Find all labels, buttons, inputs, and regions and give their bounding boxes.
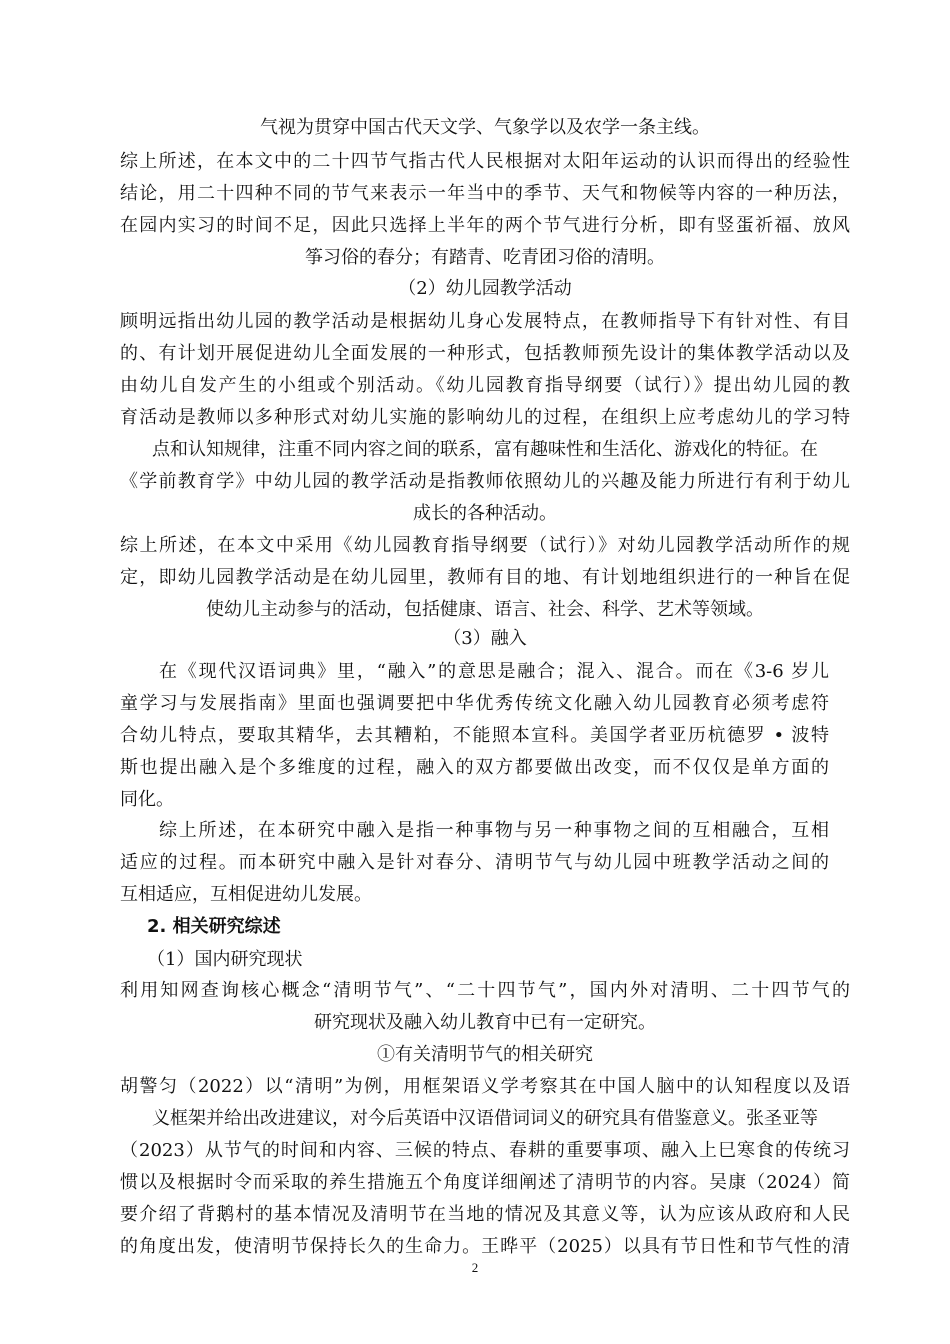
paragraph-line: 《学前教育学》中幼儿园的教学活动是指教师依照幼儿的兴趣及能力所进行有利于幼儿 [120,471,850,492]
subsection-heading: （3）融入 [443,628,527,649]
paragraph-line: 综上所述，在本文中采用《幼儿园教育指导纲要（试行）》对幼儿园教学活动所作的规 [120,535,850,556]
paragraph-line: 要介绍了背鹅村的基本情况及清明节在当地的情况及其意义等，认为应该从政府和人民 [120,1204,850,1225]
paragraph-line: 互相适应，互相促进幼儿发展。 [120,884,372,905]
paragraph-line: 点和认知规律，注重不同内容之间的联系，富有趣味性和生活化、游戏化的特征。在 [152,439,818,460]
paragraph-line: 童学习与发展指南》里面也强调要把中华优秀传统文化融入幼儿园教育必须考虑符 [120,693,829,714]
paragraph-line: 在《现代汉语词典》里，“融入”的意思是融合；混入、混合。而在《3-6 岁儿 [159,661,829,682]
paragraph-line: 综上所述，在本研究中融入是指一种事物与另一种事物之间的互相融合，互相 [159,820,829,841]
paragraph-line: 结论，用二十四种不同的节气来表示一年当中的季节、天气和物候等内容的一种历法， [120,183,850,204]
paragraph-line: 气视为贯穿中国古代天文学、气象学以及农学一条主线。 [260,117,710,138]
paragraph-line: 顾明远指出幼儿园的教学活动是根据幼儿身心发展特点，在教师指导下有针对性、有目 [120,311,850,332]
paragraph-line: 筝习俗的春分；有踏青、吃青团习俗的清明。 [305,247,665,268]
section-heading: 2. 相关研究综述 [147,916,281,937]
paragraph-line: 的角度出发，使清明节保持长久的生命力。王晔平（2025）以具有节日性和节气性的清 [120,1236,850,1257]
paragraph-line: 研究现状及融入幼儿教育中已有一定研究。 [314,1012,656,1033]
paragraph-line: 由幼儿自发产生的小组或个别活动。《幼儿园教育指导纲要（试行）》提出幼儿园的教 [120,375,850,396]
paragraph-line: 胡警匀（2022）以“清明”为例，用框架语义学考察其在中国人脑中的认知程度以及语 [120,1076,850,1097]
paragraph-line: 适应的过程。而本研究中融入是针对春分、清明节气与幼儿园中班教学活动之间的 [120,852,829,873]
paragraph-line: 成长的各种活动。 [413,503,557,524]
paragraph-line: 利用知网查询核心概念“清明节气”、“二十四节气”，国内外对清明、二十四节气的 [120,980,850,1001]
paragraph-line: 惯以及根据时令而采取的养生措施五个角度详细阐述了清明节的内容。吴康（2024）简 [120,1172,850,1193]
paragraph-line: 义框架并给出改进建议，对今后英语中汉语借词词义的研究具有借鉴意义。张圣亚等 [152,1108,818,1129]
paragraph-line: 使幼儿主动参与的活动，包括健康、语言、社会、科学、艺术等领域。 [206,599,764,620]
paragraph-line: 的、有计划开展促进幼儿全面发展的一种形式，包括教师预先设计的集体教学活动以及 [120,343,850,364]
paragraph-line: （2023）从节气的时间和内容、三候的特点、春耕的重要事项、融入上巳寒食的传统习 [120,1140,850,1161]
paragraph-line: 在园内实习的时间不足，因此只选择上半年的两个节气进行分析，即有竖蛋祈福、放风 [120,215,850,236]
subsection-heading: （1）国内研究现状 [147,949,303,970]
subsection-heading: （2）幼儿园教学活动 [398,278,572,299]
page-number: 2 [471,1260,479,1275]
paragraph-line: 同化。 [120,789,174,810]
paragraph-line: 斯也提出融入是个多维度的过程，融入的双方都要做出改变，而不仅仅是单方面的 [120,757,829,778]
paragraph-line: 定，即幼儿园教学活动是在幼儿园里，教师有目的地、有计划地组织进行的一种旨在促 [120,567,850,588]
paragraph-line: 育活动是教师以多种形式对幼儿实施的影响幼儿的过程，在组织上应考虑幼儿的学习特 [120,407,850,428]
subsection-heading: ①有关清明节气的相关研究 [377,1044,593,1065]
paragraph-line: 合幼儿特点，要取其精华，去其糟粕，不能照本宣科。美国学者亚历杭德罗 • 波特 [120,725,829,746]
paragraph-line: 综上所述，在本文中的二十四节气指古代人民根据对太阳年运动的认识而得出的经验性 [120,151,850,172]
